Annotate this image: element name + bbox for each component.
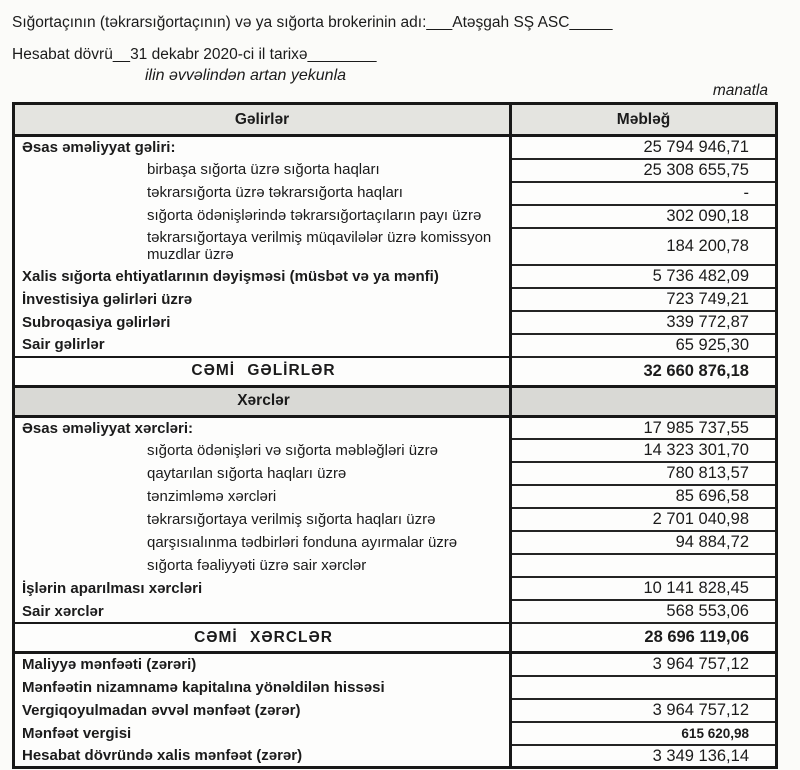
row-label: CƏMİ XƏRCLƏR — [14, 623, 511, 653]
table-row — [14, 462, 777, 485]
row-label: Əsas əməliyyat gəliri: — [22, 138, 176, 156]
cumulative-note: ilin əvvəlindən artan yekunla — [145, 67, 347, 84]
table-row — [14, 439, 777, 462]
row-label: sığorta ödənişlərində təkrarsığortaçıların payı üzrə — [147, 207, 482, 225]
insurer-name-line — [12, 14, 788, 32]
row-value: 85 696,58 — [511, 485, 777, 508]
row-value: 184 200,78 — [511, 228, 777, 265]
row-value: - — [511, 182, 777, 205]
report-period-line — [12, 46, 788, 64]
row-value: 3 964 757,12 — [511, 653, 777, 676]
row-value: 14 323 301,70 — [511, 439, 777, 462]
table-row — [14, 311, 777, 334]
row-value: 65 925,30 — [511, 334, 777, 357]
table-row — [14, 577, 777, 600]
row-label: Xalis sığorta ehtiyatlarının dəyişməsi (müsbət və ya mənfi) — [22, 267, 439, 285]
table-row — [14, 554, 777, 577]
period-value: 31 dekabr 2020-ci il tarixə — [130, 46, 308, 63]
row-value: 10 141 828,45 — [511, 577, 777, 600]
row-label: CƏMİ GƏLİRLƏR — [14, 357, 511, 387]
underscore-tail: _____ — [569, 14, 613, 31]
amount-header-cell: Məbləğ — [511, 104, 777, 136]
row-value: 302 090,18 — [511, 205, 777, 228]
table-row — [14, 623, 777, 653]
row-value: 615 620,98 — [511, 722, 777, 745]
row-value: 3 964 757,12 — [511, 699, 777, 722]
currency-note: manatla — [712, 82, 768, 99]
table-row — [14, 508, 777, 531]
underscore-tail: ________ — [307, 46, 377, 63]
row-label: birbaşa sığorta üzrə sığorta haqları — [147, 161, 380, 179]
table-row — [14, 676, 777, 699]
row-label: İşlərin aparılması xərcləri — [22, 580, 203, 598]
table-row — [14, 159, 777, 182]
row-label: Əsas əməliyyat xərcləri: — [22, 419, 194, 437]
row-value: 3 349 136,14 — [511, 745, 777, 768]
table-row — [14, 265, 777, 288]
row-label: İnvestisiya gəlirləri üzrə — [22, 290, 193, 308]
row-value: 94 884,72 — [511, 531, 777, 554]
table-row — [14, 699, 777, 722]
table-body — [14, 136, 777, 768]
insurer-name-value: Atəşgah SŞ ASC — [452, 14, 570, 31]
income-expense-table — [12, 102, 778, 769]
table-row — [14, 600, 777, 623]
row-label: Maliyyə mənfəəti (zərəri) — [22, 656, 197, 674]
row-value: 5 736 482,09 — [511, 265, 777, 288]
row-value — [511, 676, 777, 699]
row-label: təkrarsığorta üzrə təkrarsığorta haqları — [147, 184, 403, 202]
table-header-row — [14, 104, 777, 136]
row-label: Hesabat dövründə xalis mənfəət (zərər) — [22, 746, 303, 764]
row-label: Mənfəətin nizamnamə kapitalına yönəldilən hissəsi — [22, 678, 385, 696]
table-row — [14, 228, 777, 265]
table-row — [14, 653, 777, 676]
table-row — [14, 182, 777, 205]
row-value: 25 794 946,71 — [511, 136, 777, 159]
row-value: 780 813,57 — [511, 462, 777, 485]
row-label: qaytarılan sığorta haqları üzrə — [147, 465, 347, 483]
income-header-cell: Gəlirlər — [14, 104, 511, 136]
row-label: təkrarsığortaya verilmiş sığorta haqları üzrə — [147, 511, 436, 529]
row-value: 25 308 655,75 — [511, 159, 777, 182]
row-label: Subroqasiya gəlirləri — [22, 313, 171, 331]
period-label: Hesabat dövrü — [12, 46, 113, 63]
table-row — [14, 357, 777, 387]
table-row — [14, 136, 777, 159]
row-value: 32 660 876,18 — [511, 357, 777, 387]
row-value: 2 701 040,98 — [511, 508, 777, 531]
row-value — [511, 554, 777, 577]
table-row — [14, 334, 777, 357]
underscore-gap: __ — [112, 46, 131, 63]
row-value: 339 772,87 — [511, 311, 777, 334]
table-row — [14, 722, 777, 745]
row-label: Sair xərclər — [22, 602, 104, 620]
row-label: qarşısıalınma tədbirləri fonduna ayırmalar üzrə — [147, 534, 458, 552]
table-row — [14, 386, 777, 416]
table-row — [14, 485, 777, 508]
row-label: sığorta fəaliyyəti üzrə sair xərclər — [147, 557, 367, 575]
table-row — [14, 745, 777, 768]
table-row — [14, 288, 777, 311]
row-value: 568 553,06 — [511, 600, 777, 623]
row-value: 17 985 737,55 — [511, 416, 777, 439]
row-label: təkrarsığortaya verilmiş müqavilələr üzrə komissyon muzdlar üzrə — [147, 228, 492, 264]
row-label: Vergiqoyulmadan əvvəl mənfəət (zərər) — [22, 701, 301, 719]
row-label: sığorta ödənişləri və sığorta məbləğləri üzrə — [147, 442, 438, 460]
row-value: 28 696 119,06 — [511, 623, 777, 653]
table-row — [14, 531, 777, 554]
row-label: tənzimləmə xərcləri — [147, 488, 277, 506]
row-label: Xərclər — [14, 386, 511, 416]
row-value — [511, 386, 777, 416]
row-value: 723 749,21 — [511, 288, 777, 311]
row-label: Sair gəlirlər — [22, 336, 105, 354]
insurer-label: Sığortaçının (təkrarsığortaçının) və ya sığorta brokerinin adı: — [12, 14, 427, 31]
table-row — [14, 205, 777, 228]
underscore-gap: ___ — [426, 14, 453, 31]
row-label: Mənfəət vergisi — [22, 724, 132, 742]
table-row — [14, 416, 777, 439]
